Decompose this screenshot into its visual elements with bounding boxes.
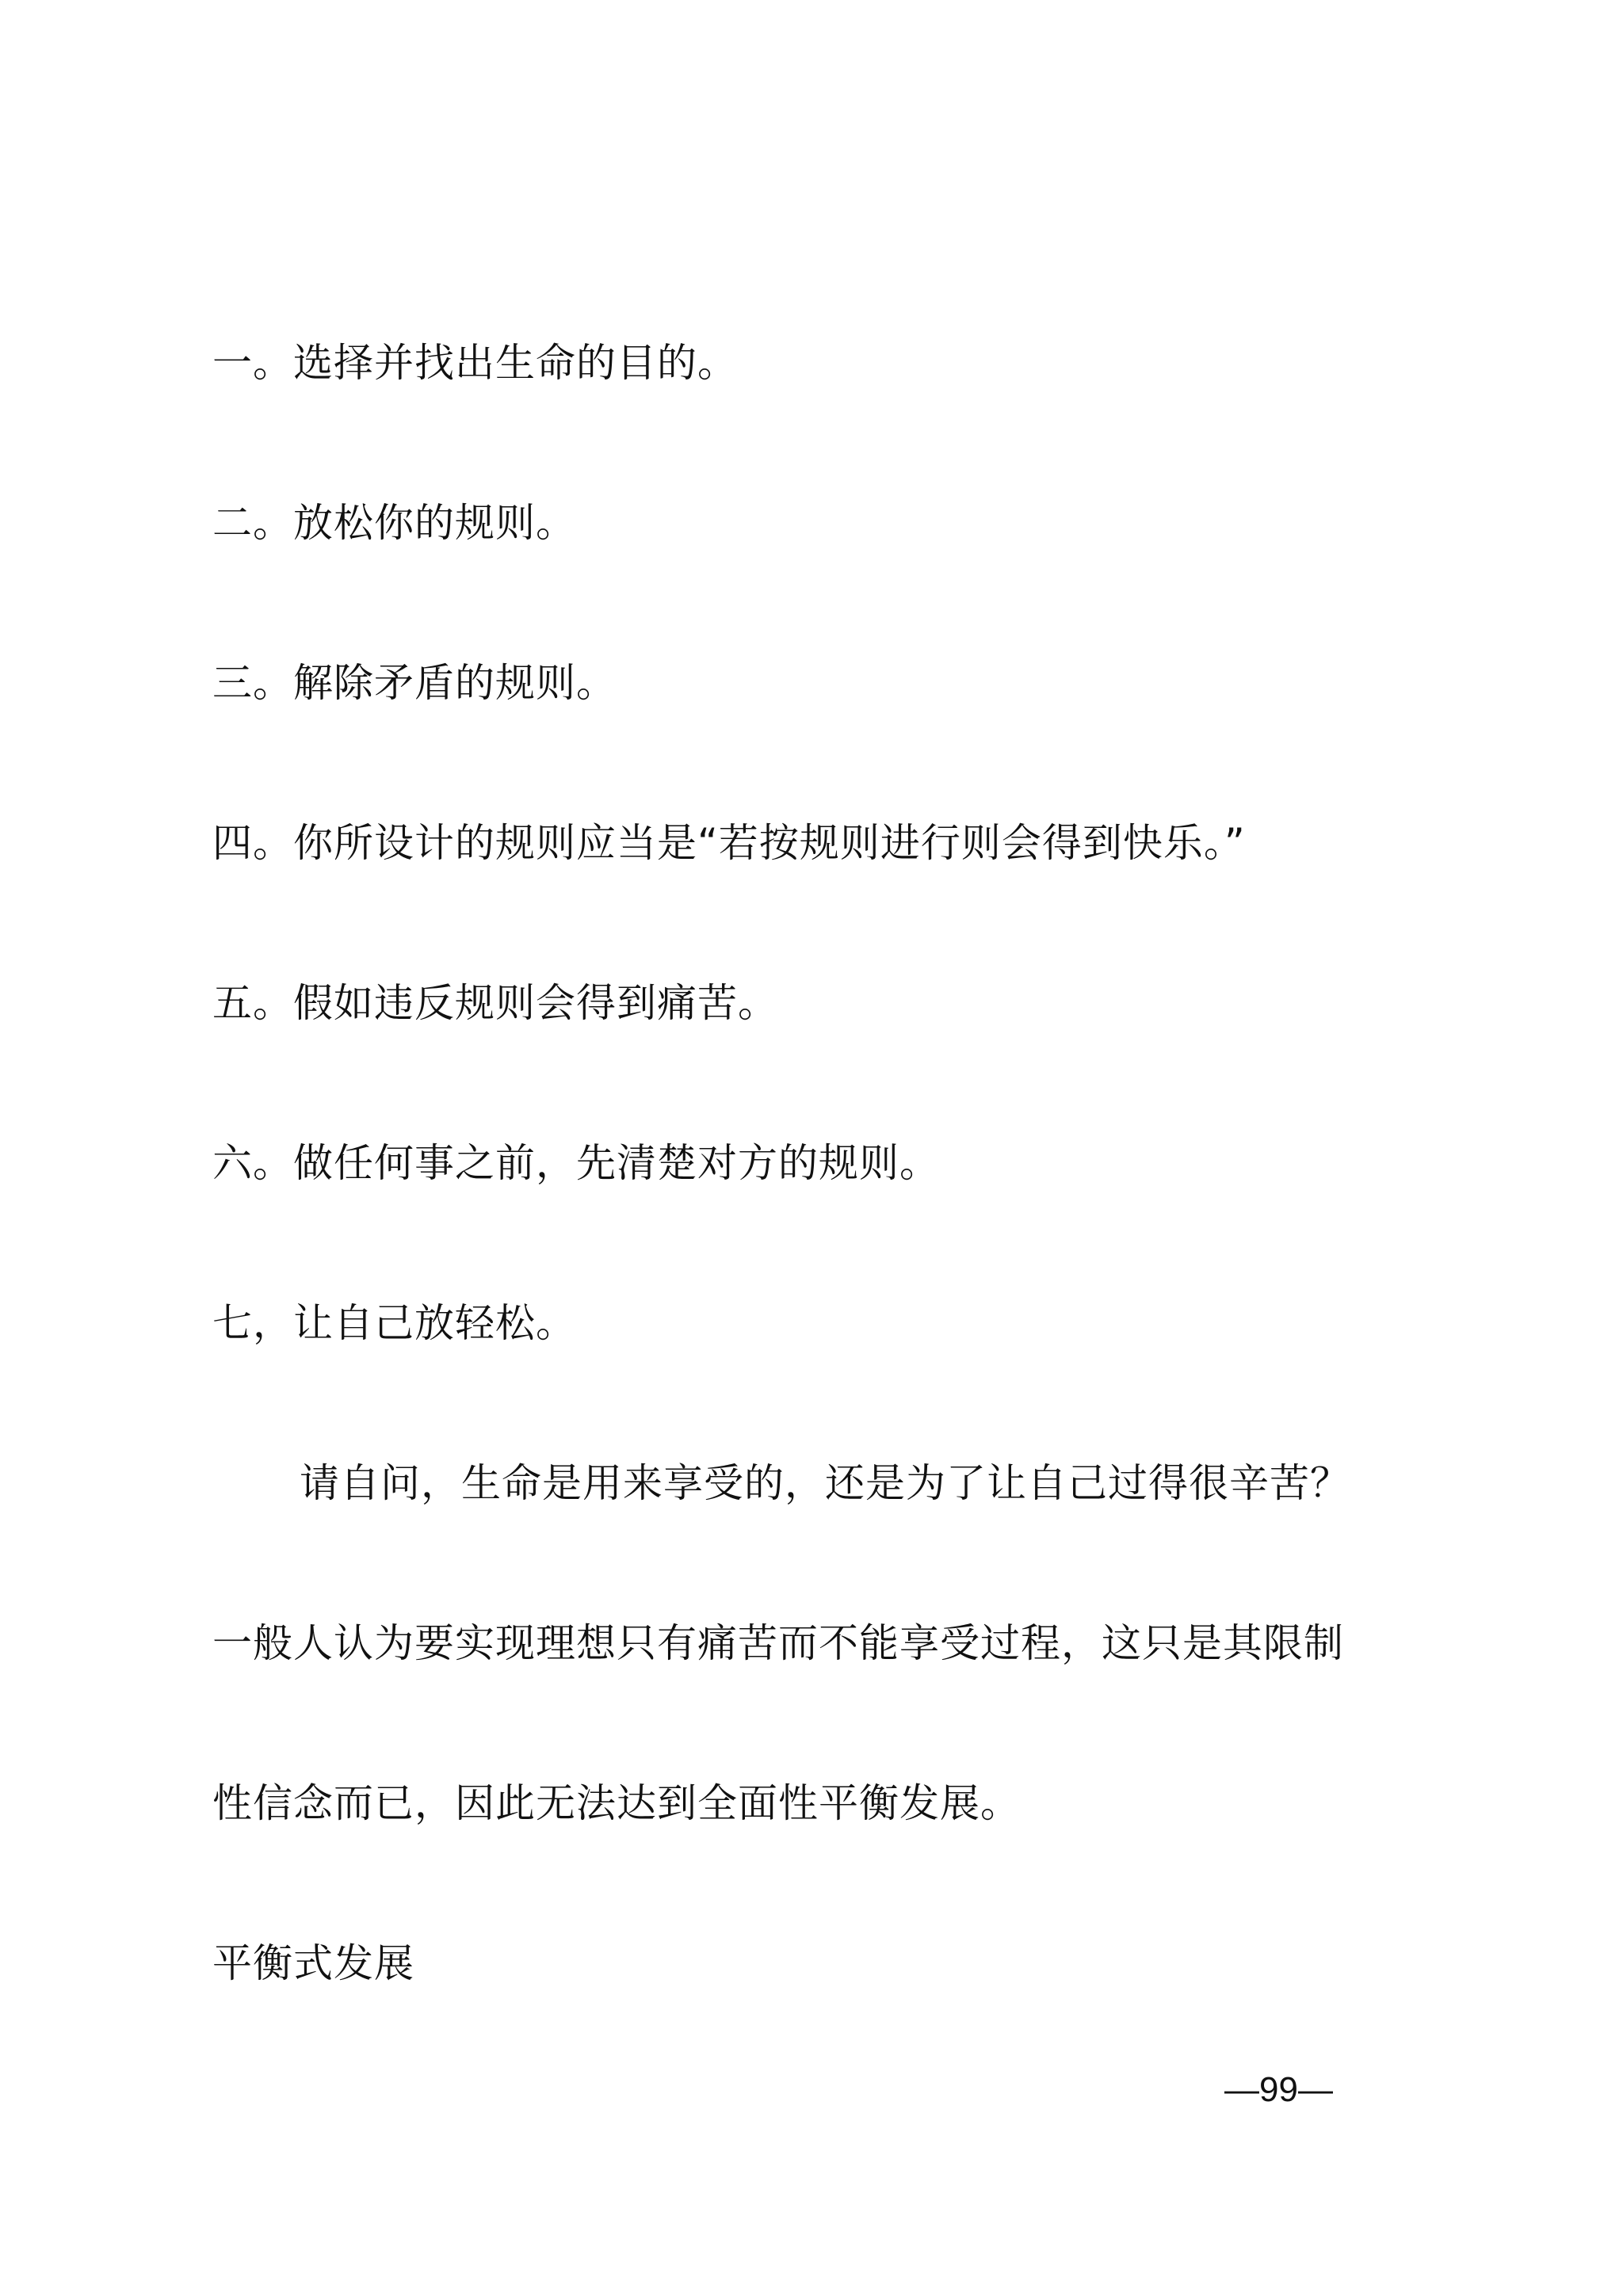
list-item-1: 一。选择并找出生命的目的。 [212,340,738,386]
list-item-3: 三。解除矛盾的规则。 [212,660,617,706]
list-item-7: 七，让自己放轻松。 [212,1300,576,1346]
list-item-6: 六。做任何事之前，先清楚对方的规则。 [212,1140,940,1186]
page-number: —99— [1224,2070,1333,2109]
list-item-4: 四。你所设计的规则应当是“若按规则进行则会得到快乐。” [212,820,1246,866]
section-heading: 平衡式发展 [212,1940,414,1986]
list-item-2: 二。放松你的规则。 [212,500,576,546]
paragraph-line-3: 性信念而已，因此无法达到全面性平衡发展。 [212,1780,1021,1826]
list-item-5: 五。假如违反规则会得到痛苦。 [212,980,778,1026]
paragraph-line-2: 一般人认为要实现理想只有痛苦而不能享受过程，这只是其限制 [212,1620,1344,1666]
paragraph-line-1: 请自问，生命是用来享受的，还是为了让自己过得很辛苦？ [300,1460,1350,1506]
